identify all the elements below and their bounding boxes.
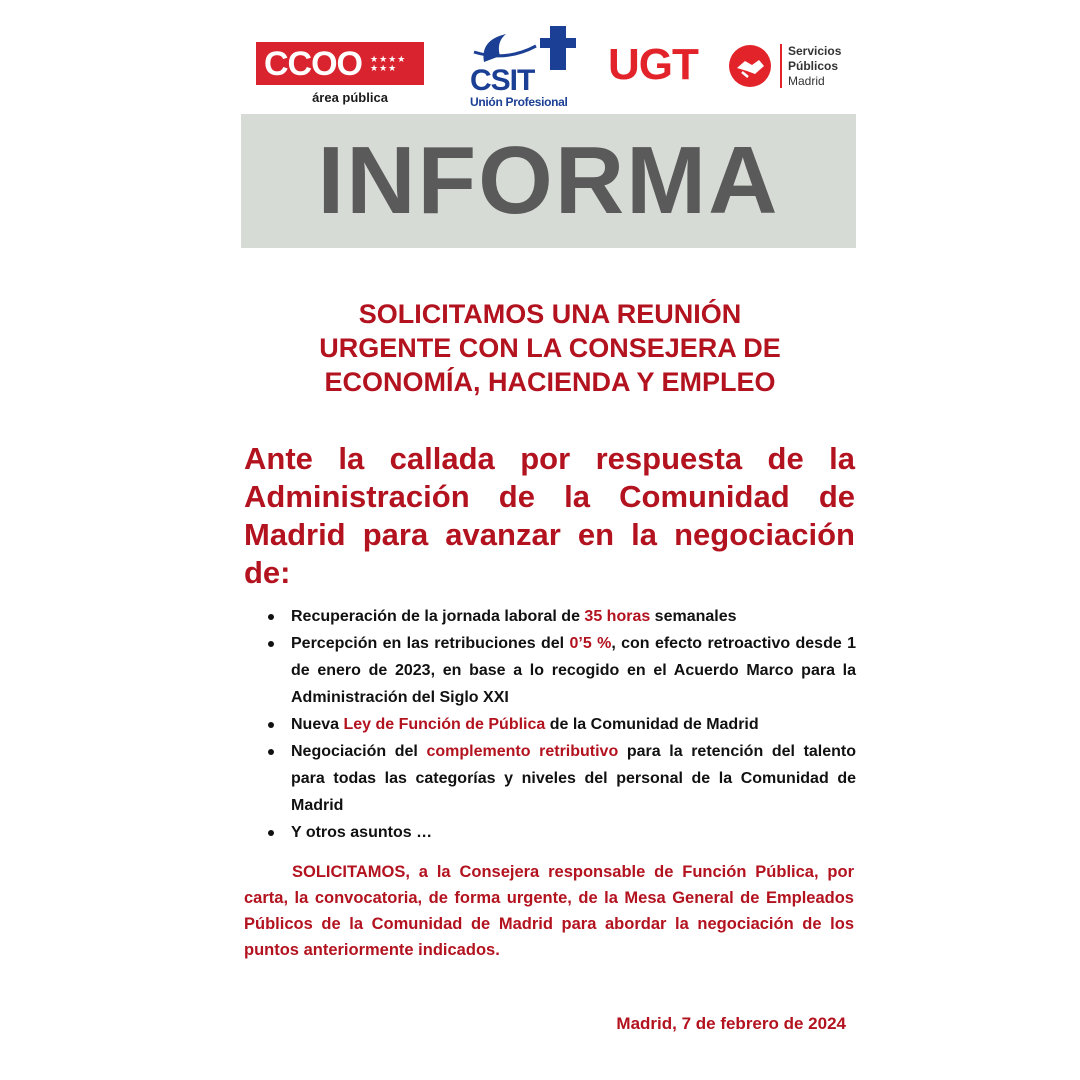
list-item: Nueva Ley de Función de Pública de la Comunidad de Madrid — [266, 711, 856, 738]
list-item: Recuperación de la jornada laboral de 35 horas semanales — [266, 603, 856, 630]
list-item: Y otros asuntos … — [266, 819, 856, 846]
banner-title: INFORMA — [317, 127, 780, 234]
ugt-logo — [608, 40, 848, 96]
closing-paragraph: SOLICITAMOS, a la Consejera responsable de Función Pública, por carta, la convocatoria, de forma urgente, de la Mesa General de Empleados Públicos de la Comunidad de Madrid para abordar la negociación de los puntos anteriormente indicados. — [244, 863, 854, 959]
ugt-line-3: Madrid — [788, 74, 825, 88]
list-item: Percepción en las retribuciones del 0’5 %, con efecto retroactivo desde 1 de enero de 2023, en base a lo recogido en el Acuerdo Marco para la Administración del Siglo XXI — [266, 630, 856, 711]
ugt-line-2: Públicos — [788, 59, 839, 73]
ccoo-logo-box — [256, 42, 424, 85]
ugt-separator — [780, 44, 782, 88]
ugt-logo-text: UGT — [608, 40, 698, 89]
handshake-icon — [728, 44, 772, 88]
ccoo-logo-text: CCOO — [264, 44, 362, 83]
csit-logo — [466, 22, 582, 112]
ccoo-subtitle: área pública — [312, 90, 388, 105]
stars-icon: ★★★★ ★★★ — [370, 53, 407, 73]
headline — [245, 297, 855, 399]
ccoo-logo — [256, 42, 424, 105]
date-line: Madrid, 7 de febrero de 2024 — [616, 1014, 846, 1033]
ugt-line-1: Servicios — [788, 44, 842, 58]
demands-list — [266, 603, 856, 846]
informa-banner — [241, 114, 856, 248]
csit-subtitle: Unión Profesional — [470, 95, 568, 109]
csit-logo-text: CSIT — [470, 64, 535, 97]
list-item: Negociación del complemento retributivo para la retención del talento para todas las categorías y niveles del personal de la Comunidad de Madrid — [266, 738, 856, 819]
headline-line-3: ECONOMÍA, HACIENDA Y EMPLEO — [324, 367, 776, 397]
headline-line-2: URGENTE CON LA CONSEJERA DE — [319, 333, 781, 363]
lead-paragraph: Ante la callada por respuesta de la Administración de la Comunidad de Madrid para avanzar en la negociación de: — [244, 441, 855, 590]
headline-line-1: SOLICITAMOS UNA REUNIÓN — [358, 299, 742, 329]
ugt-department — [788, 44, 841, 89]
